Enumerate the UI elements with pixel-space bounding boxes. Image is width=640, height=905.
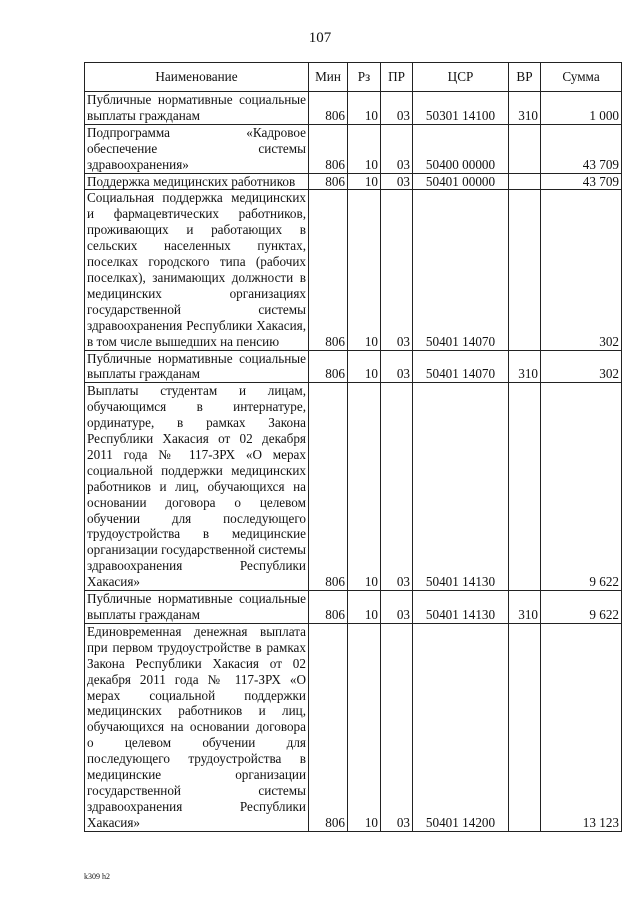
cell-pr: 03 <box>381 591 413 624</box>
header-rz: Рз <box>348 63 381 92</box>
cell-sum: 302 <box>541 190 622 350</box>
cell-vr: 310 <box>509 350 541 383</box>
header-sum: Сумма <box>541 63 622 92</box>
cell-sum: 9 622 <box>541 591 622 624</box>
header-min: Мин <box>309 63 348 92</box>
table-header-row <box>85 63 622 92</box>
cell-pr: 03 <box>381 350 413 383</box>
budget-table <box>84 62 622 832</box>
cell-rz: 10 <box>348 383 381 591</box>
cell-name: Подпрограмма «Кадровое обеспечение системы здравоохранения» <box>85 124 309 173</box>
cell-csr: 50401 14070 <box>413 190 509 350</box>
cell-sum: 43 709 <box>541 173 622 190</box>
cell-csr: 50401 14130 <box>413 383 509 591</box>
cell-csr: 50301 14100 <box>413 92 509 125</box>
cell-name: Публичные нормативные социальные выплаты гражданам <box>85 350 309 383</box>
table-row <box>85 190 622 350</box>
cell-sum: 302 <box>541 350 622 383</box>
cell-pr: 03 <box>381 124 413 173</box>
table-row <box>85 591 622 624</box>
cell-pr: 03 <box>381 623 413 831</box>
table-row <box>85 124 622 173</box>
table-row <box>85 383 622 591</box>
cell-sum: 9 622 <box>541 383 622 591</box>
cell-name: Публичные нормативные социальные выплаты гражданам <box>85 591 309 624</box>
cell-csr: 50401 14130 <box>413 591 509 624</box>
table-row <box>85 173 622 190</box>
cell-pr: 03 <box>381 173 413 190</box>
cell-vr: 310 <box>509 92 541 125</box>
cell-rz: 10 <box>348 190 381 350</box>
cell-min: 806 <box>309 591 348 624</box>
cell-rz: 10 <box>348 350 381 383</box>
cell-rz: 10 <box>348 623 381 831</box>
cell-sum: 43 709 <box>541 124 622 173</box>
cell-vr <box>509 623 541 831</box>
cell-name: Единовременная денежная выплата при первом трудоустройстве в рамках Закона Республики Хакасия от 02 декабря 2011 года № 117-ЗРХ «О мерах социальной поддержки медицинских работников и лиц, обучающихся на основании договора о целевом обучении для последующего трудоустройства в медицинские организации государственной системы здравоохранения Республики Хакасия» <box>85 623 309 831</box>
cell-name: Поддержка медицинских работников <box>85 173 309 190</box>
header-vr: ВР <box>509 63 541 92</box>
cell-vr <box>509 383 541 591</box>
table-row <box>85 623 622 831</box>
cell-pr: 03 <box>381 190 413 350</box>
cell-rz: 10 <box>348 173 381 190</box>
table-row <box>85 92 622 125</box>
footer-code: k309 h2 <box>84 872 110 881</box>
header-name: Наименование <box>85 63 309 92</box>
cell-csr: 50401 14070 <box>413 350 509 383</box>
cell-min: 806 <box>309 383 348 591</box>
cell-vr: 310 <box>509 591 541 624</box>
cell-rz: 10 <box>348 591 381 624</box>
header-pr: ПР <box>381 63 413 92</box>
cell-name: Социальная поддержка медицинских и фармацевтических работников, проживающих и работающих в сельских населенных пунктах, поселках городского типа (рабочих поселках), занимающих должности в медицинских организациях государственной системы здравоохранения Республики Хакасия, в том числе вышедших на пенсию <box>85 190 309 350</box>
cell-name: Выплаты студентам и лицам, обучающимся в интернатуре, ординатуре, в рамках Закона Республики Хакасия от 02 декабря 2011 года № 117-ЗРХ «О мерах социальной поддержки медицинских работников и лиц, обучающихся на основании договора о целевом обучении для последующего трудоустройства в медицинские организации государственной системы здравоохранения Республики Хакасия» <box>85 383 309 591</box>
cell-vr <box>509 173 541 190</box>
cell-sum: 13 123 <box>541 623 622 831</box>
cell-vr <box>509 190 541 350</box>
cell-name: Публичные нормативные социальные выплаты гражданам <box>85 92 309 125</box>
cell-rz: 10 <box>348 124 381 173</box>
cell-min: 806 <box>309 92 348 125</box>
cell-csr: 50400 00000 <box>413 124 509 173</box>
header-csr: ЦСР <box>413 63 509 92</box>
cell-min: 806 <box>309 623 348 831</box>
cell-csr: 50401 00000 <box>413 173 509 190</box>
table-row <box>85 350 622 383</box>
cell-min: 806 <box>309 190 348 350</box>
cell-min: 806 <box>309 124 348 173</box>
cell-sum: 1 000 <box>541 92 622 125</box>
cell-csr: 50401 14200 <box>413 623 509 831</box>
cell-min: 806 <box>309 173 348 190</box>
cell-pr: 03 <box>381 383 413 591</box>
cell-rz: 10 <box>348 92 381 125</box>
page-number: 107 <box>308 30 332 46</box>
cell-pr: 03 <box>381 92 413 125</box>
cell-min: 806 <box>309 350 348 383</box>
cell-vr <box>509 124 541 173</box>
